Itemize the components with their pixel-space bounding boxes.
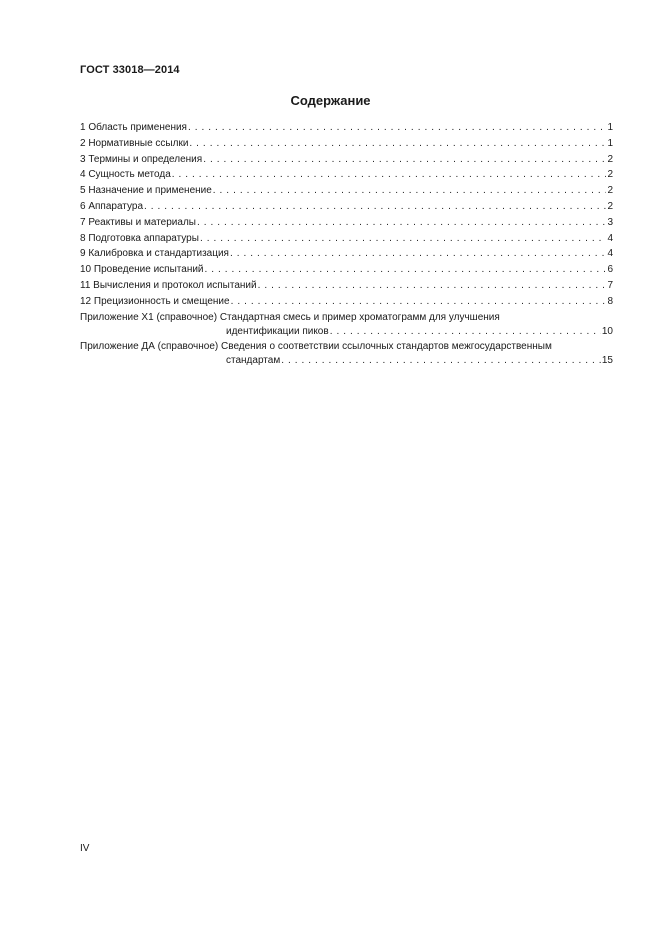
toc-entry-page: 10 bbox=[601, 325, 613, 337]
toc-leader-dots bbox=[258, 278, 607, 294]
toc-leader-dots bbox=[231, 294, 607, 310]
toc-entry-label: 10 Проведение испытаний bbox=[80, 264, 204, 276]
toc-entry-label: 9 Калибровка и стандартизация bbox=[80, 248, 229, 260]
toc-entry-page: 2 bbox=[607, 169, 613, 181]
toc-entry-page: 15 bbox=[601, 354, 613, 366]
toc-entry[interactable] bbox=[80, 294, 613, 310]
toc-entry-label: 4 Сущность метода bbox=[80, 169, 171, 181]
toc-entry[interactable] bbox=[80, 167, 613, 183]
toc-entry-label: 11 Вычисления и протокол испытаний bbox=[80, 279, 257, 291]
toc-leader-dots bbox=[281, 353, 601, 368]
toc-appendix-continuation bbox=[80, 353, 613, 368]
toc-leader-dots bbox=[200, 231, 607, 247]
document-code: ГОСТ 33018—2014 bbox=[80, 64, 180, 76]
toc-leader-dots bbox=[188, 120, 606, 136]
toc-entry-page: 7 bbox=[607, 279, 613, 291]
toc-entry-page: 3 bbox=[607, 216, 613, 228]
toc-appendix-title: Приложение ДА (справочное) Сведения о соответствии ссылочных стандартов межгосударственным bbox=[80, 340, 552, 352]
toc-entry-label: 3 Термины и определения bbox=[80, 153, 203, 165]
toc-entry[interactable] bbox=[80, 199, 613, 215]
toc-leader-dots bbox=[213, 183, 607, 199]
toc-entry-label: 8 Подготовка аппаратуры bbox=[80, 232, 199, 244]
toc-entry-label: 2 Нормативные ссылки bbox=[80, 137, 189, 149]
toc-leader-dots bbox=[230, 246, 606, 262]
toc-leader-dots bbox=[197, 215, 606, 231]
toc-appendix-title: Приложение Х1 (справочное) Стандартная смесь и пример хроматограмм для улучшения bbox=[80, 311, 500, 323]
toc-entry-label: 5 Назначение и применение bbox=[80, 185, 212, 197]
toc-entry[interactable] bbox=[80, 278, 613, 294]
toc-leader-dots bbox=[172, 167, 607, 183]
toc-entry-label: стандартам bbox=[226, 354, 281, 366]
toc-entry-page: 1 bbox=[607, 122, 613, 133]
toc-appendix-entry[interactable] bbox=[80, 340, 613, 368]
toc-entry-page: 8 bbox=[607, 295, 613, 307]
toc-entry-page: 2 bbox=[607, 185, 613, 197]
toc-appendix-entry[interactable] bbox=[80, 311, 613, 339]
toc-entry-page: 1 bbox=[607, 137, 613, 149]
toc-entry-label: 1 Область применения bbox=[80, 122, 187, 133]
toc-entry-label: 6 Аппаратура bbox=[80, 200, 144, 212]
toc-leader-dots bbox=[203, 152, 606, 168]
toc-entry[interactable] bbox=[80, 183, 613, 199]
toc-entry[interactable] bbox=[80, 136, 613, 152]
toc-entry-label: 12 Прецизионность и смещение bbox=[80, 295, 230, 307]
toc-entry-page: 6 bbox=[607, 264, 613, 276]
toc-entry[interactable] bbox=[80, 215, 613, 231]
toc-entry[interactable] bbox=[80, 152, 613, 168]
toc-leader-dots bbox=[189, 136, 606, 152]
toc-leader-dots bbox=[144, 199, 606, 215]
toc-leader-dots bbox=[205, 262, 607, 278]
toc-leader-dots bbox=[330, 324, 601, 339]
toc-entry[interactable] bbox=[80, 231, 613, 247]
toc-entry-page: 4 bbox=[607, 232, 613, 244]
page-number: IV bbox=[80, 843, 90, 854]
toc-entry-page: 4 bbox=[607, 248, 613, 260]
toc-entry[interactable] bbox=[80, 246, 613, 262]
toc-appendix-continuation bbox=[80, 324, 613, 339]
toc-entry[interactable] bbox=[80, 262, 613, 278]
toc-entry[interactable] bbox=[80, 120, 613, 136]
toc-entry-label: 7 Реактивы и материалы bbox=[80, 216, 196, 228]
table-of-contents bbox=[80, 120, 613, 368]
toc-entry-page: 2 bbox=[607, 200, 613, 212]
toc-entry-label: идентификации пиков bbox=[226, 325, 329, 337]
toc-entry-page: 2 bbox=[607, 153, 613, 165]
toc-title: Содержание bbox=[290, 93, 371, 108]
